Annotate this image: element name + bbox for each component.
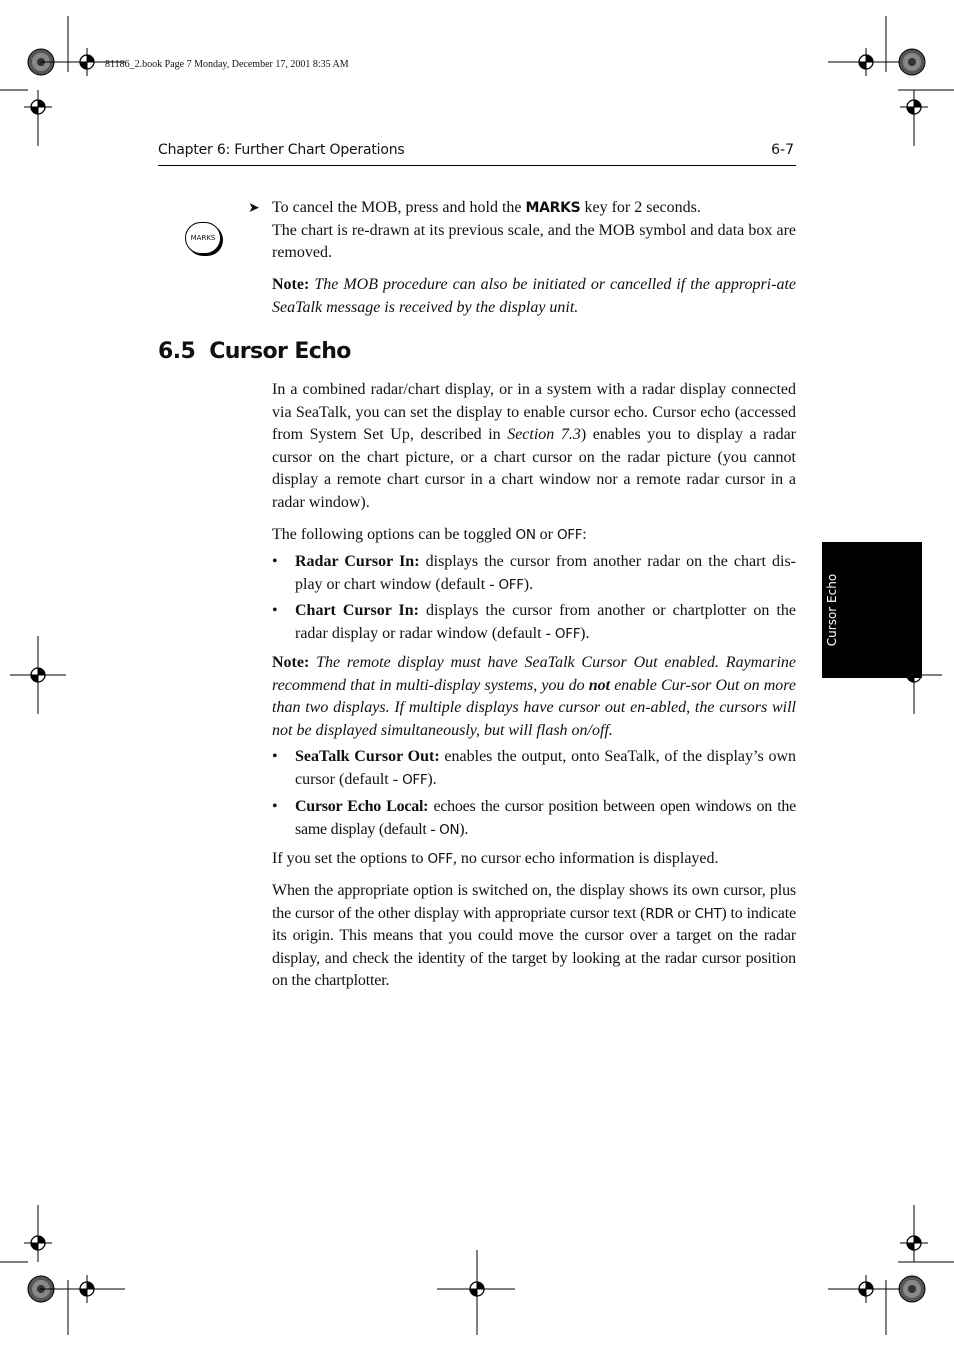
section-heading (158, 339, 351, 364)
options-intro: The following options can be toggled ON or OFF: (272, 526, 587, 543)
bullet-icon: • (272, 748, 278, 765)
section-title: Cursor Echo (209, 339, 351, 364)
arrow-icon: ➤ (248, 200, 260, 216)
cancel-step (248, 197, 796, 265)
bullet-icon: • (272, 553, 278, 570)
bullet-icon: • (272, 602, 278, 619)
side-tab-label: Cursor Echo (825, 573, 839, 647)
side-tab (822, 542, 922, 678)
intro-paragraph: In a combined radar/chart display, or in a system with a radar display connected via SeaTalk, you can set the display to enable cursor echo. Cursor echo (accessed from System Set Up, described in Section 7.3) enables you to display a radar cursor on the chart picture, or a chart cursor on the radar picture (you cannot display a remote chart cursor in a chart window nor a remote radar cursor in a radar window). (272, 381, 797, 511)
note-cursor-out: Note: The remote display must have SeaTalk Cursor Out enabled. Raymarine recommend that in multi-display systems, you do not enable Cur-sor Out on more than two displays. If multiple displays have cursor out en-abled, the cursors will not be displayed simultaneously, but will flash on/off. (272, 654, 797, 739)
note-label: Note: (272, 654, 310, 671)
marks-key-icon: MARKS (185, 222, 221, 254)
header-rule (158, 165, 796, 166)
bullet-icon: • (272, 798, 278, 815)
cancel-step-text: To cancel the MOB, press and hold the MARKS key for 2 seconds. The chart is re-drawn at its previous scale, and the MOB symbol and data box are removed. (272, 199, 796, 262)
section-number: 6.5 (158, 339, 196, 364)
final-paragraph: When the appropriate option is switched on, the display shows its own cursor, plus the cursor of the other display with appropriate cursor text (RDR or CHT) to indicate its origin. This means that you could move the cursor over a target on the radar display, and check the identity of the target by looking at the radar cursor position on the chartplotter. (272, 882, 796, 990)
note-mob: Note: The MOB procedure can also be initiated or cancelled if the appropri-ate SeaTalk message is received by the display unit. (272, 276, 796, 316)
off-paragraph: If you set the options to OFF, no cursor echo information is displayed. (272, 850, 719, 867)
marks-key-name: MARKS (525, 200, 581, 216)
section-reference: Section 7.3 (507, 426, 581, 444)
chapter-header: Chapter 6: Further Chart Operations (158, 142, 405, 158)
note-label: Note: (272, 276, 310, 293)
book-info: 81186_2.book Page 7 Monday, December 17, 2001 8:35 AM (105, 59, 349, 70)
page-number: 6-7 (771, 142, 794, 158)
